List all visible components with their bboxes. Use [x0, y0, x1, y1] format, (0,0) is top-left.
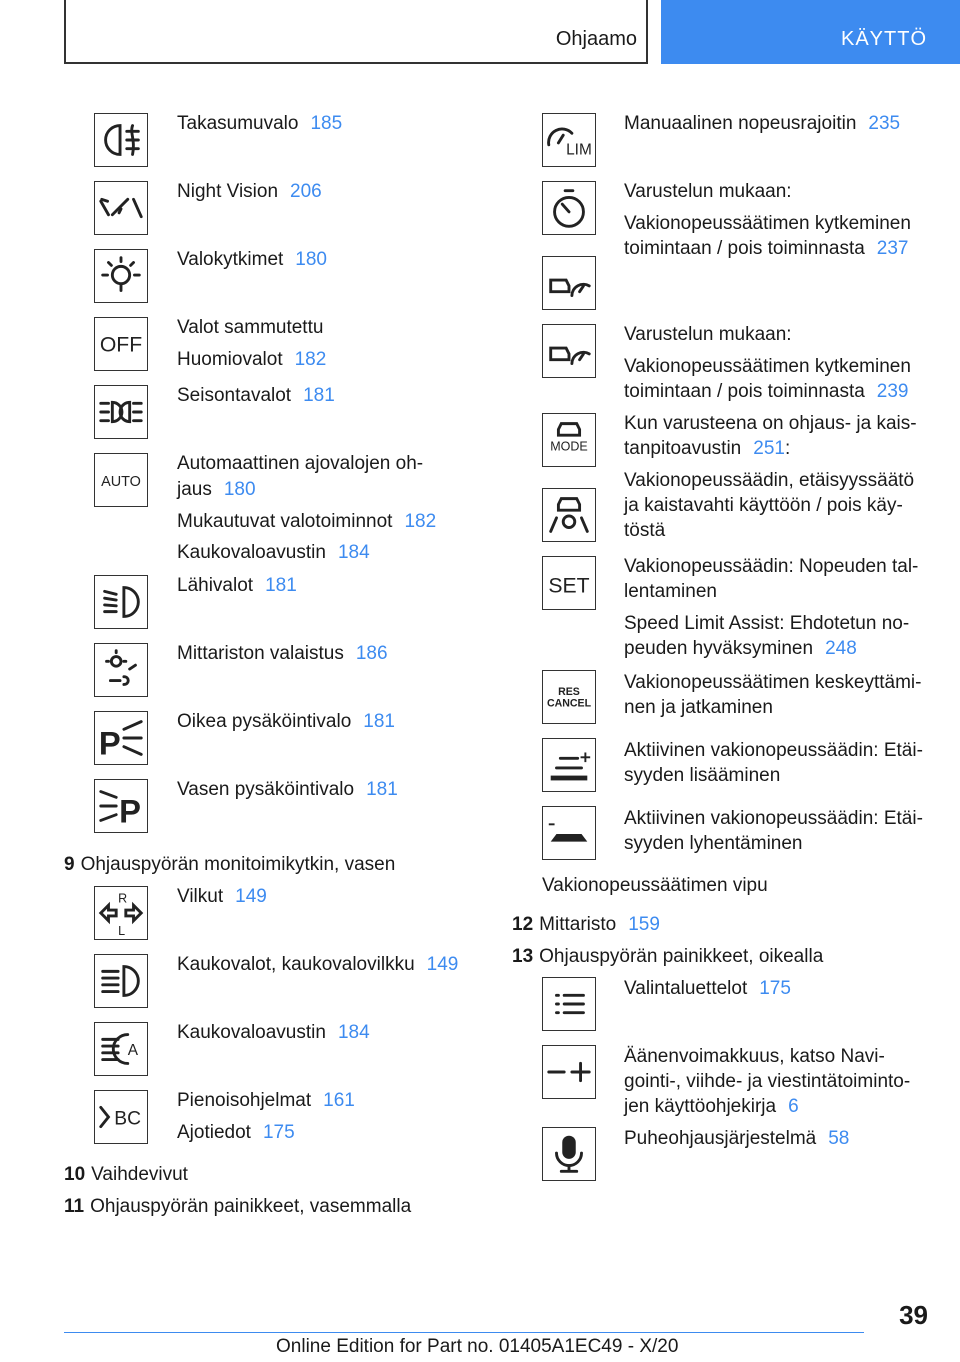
svg-text:SET: SET — [548, 574, 590, 598]
right-parking-light-icon — [94, 711, 148, 765]
chapter-title: KÄYTTÖ — [840, 28, 927, 50]
entry-line — [624, 322, 792, 347]
list-icon — [542, 977, 596, 1031]
entry-line — [624, 611, 909, 636]
entry-suffix: : — [784, 438, 791, 459]
page-reference-link[interactable]: 149 — [235, 886, 267, 907]
entry-line — [624, 806, 923, 831]
entry-text: lentaminen — [624, 581, 717, 602]
res-cancel-icon — [542, 670, 596, 724]
entry-text: Manuaalinen nopeusrajoitin — [624, 113, 857, 134]
light-switch-icon — [94, 249, 148, 303]
volume-icon — [542, 1045, 596, 1099]
entry-line — [624, 1044, 885, 1069]
microphone-icon — [542, 1127, 596, 1181]
svg-text:A: A — [127, 1041, 139, 1059]
page-reference-link[interactable]: 181 — [366, 779, 398, 800]
high-beam-assist-icon — [94, 1022, 148, 1076]
page-reference-link[interactable]: 239 — [876, 381, 909, 402]
entry-text: Kaukovaloavustin — [177, 1022, 326, 1043]
entry-text: Puheohjausjärjestelmä — [624, 1128, 817, 1149]
entry-line — [624, 976, 791, 1001]
low-beam-icon — [94, 575, 148, 629]
entry-text: gointi-, viihde- ja viestintätoiminto- — [624, 1071, 911, 1092]
page-reference-link[interactable]: 181 — [265, 575, 297, 596]
entry-text: Valot sammutettu — [177, 317, 324, 338]
entry-text: tanpitoavustin — [624, 438, 742, 459]
svg-text:BC: BC — [114, 1108, 142, 1130]
speed-limiter-lim-icon — [542, 113, 596, 167]
high-beam-icon — [94, 954, 148, 1008]
entry-line — [624, 468, 914, 493]
page-reference-link[interactable]: 237 — [876, 238, 909, 259]
turn-signal-icon — [94, 886, 148, 940]
distance-increase-icon — [542, 738, 596, 792]
entry-text: ja kaistavahti käyttöön / pois käy- — [624, 495, 903, 516]
cruise-control-car-icon-2 — [542, 324, 596, 378]
item-text: Ohjauspyörän painikkeet, vasemmalla — [90, 1196, 412, 1217]
mode-icon — [542, 413, 596, 467]
entry-line — [624, 695, 773, 720]
svg-text:R: R — [118, 891, 128, 906]
entry-text: jaus — [177, 479, 212, 500]
entry-text: Äänenvoimakkuus, katso Navi- — [624, 1046, 885, 1067]
svg-text:OFF: OFF — [99, 333, 143, 357]
entry-line — [624, 493, 903, 518]
entry-line — [624, 579, 717, 604]
entry-text: Vilkut — [177, 886, 224, 907]
svg-text:RES: RES — [558, 686, 580, 699]
page-reference-link[interactable]: 182 — [404, 511, 437, 532]
cruise-control-icon — [542, 181, 596, 235]
entry-line — [624, 354, 911, 379]
page-reference-link[interactable]: 181 — [303, 385, 335, 406]
entry-text: Mittariston valaistus — [177, 643, 344, 664]
entry-text: Aktiivinen vakionopeussäädin: Etäi- — [624, 740, 923, 761]
page-reference-link[interactable]: 58 — [828, 1128, 850, 1149]
item-number: 10 — [64, 1164, 86, 1185]
item-text: Vaihdevivut — [91, 1164, 188, 1185]
entry-line — [177, 709, 395, 734]
page-reference-link[interactable]: 182 — [294, 349, 327, 370]
numbered-item — [512, 912, 660, 937]
page-reference-link[interactable]: 6 — [788, 1096, 799, 1117]
entry-text: Kaukovaloavustin — [177, 542, 326, 563]
entry-line — [624, 411, 917, 436]
entry-text: Automaattinen ajovalojen oh- — [177, 453, 424, 474]
entry-text: Ajotiedot — [177, 1122, 251, 1143]
svg-text:P: P — [98, 724, 121, 762]
svg-text:L: L — [118, 924, 126, 939]
page-reference-link[interactable]: 175 — [262, 1122, 295, 1143]
svg-text:MODE: MODE — [550, 439, 588, 454]
bc-icon — [94, 1090, 148, 1144]
entry-line — [624, 763, 780, 788]
footer-text: Online Edition for Part no. 01405A1EC49 - X/20 — [276, 1336, 679, 1357]
entry-text: Night Vision — [177, 181, 279, 202]
entry-text: Valintaluettelot — [624, 978, 748, 999]
page-reference-link[interactable]: 149 — [426, 954, 459, 975]
footer-divider — [64, 1332, 864, 1333]
entry-text: Vakionopeussäädin, etäisyyssäätö — [624, 470, 915, 491]
section-title: Ohjaamo — [555, 28, 637, 50]
entry-line — [177, 573, 297, 598]
svg-text:LIM: LIM — [566, 141, 592, 159]
entry-line — [177, 509, 436, 534]
numbered-item — [64, 852, 395, 877]
entry-text: Aktiivinen vakionopeussäädin: Etäi- — [624, 808, 923, 829]
instrument-lighting-icon — [94, 643, 148, 697]
entry-text: Varustelun mukaan: — [624, 324, 792, 345]
entry-text: Vakionopeussäätimen kytkeminen — [624, 213, 911, 234]
svg-text:CANCEL: CANCEL — [546, 697, 592, 710]
page-reference-link[interactable]: 180 — [223, 479, 256, 500]
page-reference-link[interactable]: 235 — [868, 113, 901, 134]
numbered-item — [64, 1194, 411, 1219]
entry-line — [624, 179, 792, 204]
off-icon — [94, 317, 148, 371]
entry-line — [624, 379, 909, 404]
page-reference-link[interactable]: 175 — [759, 978, 791, 999]
entry-text: Pienoisohjelmat — [177, 1090, 312, 1111]
page-reference-link[interactable]: 184 — [337, 1022, 370, 1043]
numbered-item — [512, 944, 823, 969]
set-icon — [542, 556, 596, 610]
entry-line — [624, 554, 918, 579]
entry-line — [624, 518, 665, 543]
entry-line — [177, 247, 327, 272]
entry-line — [177, 315, 323, 340]
item-text: Ohjauspyörän painikkeet, oikealla — [539, 946, 824, 967]
night-vision-icon — [94, 181, 148, 235]
entry-text: syyden lisääminen — [624, 765, 781, 786]
entry-text: Huomiovalot — [177, 349, 283, 370]
svg-text:AUTO: AUTO — [101, 473, 141, 490]
entry-line — [624, 436, 790, 461]
auto-icon — [94, 453, 148, 507]
chapter-tab[interactable] — [661, 0, 960, 64]
item-number: 13 — [512, 946, 534, 967]
page-reference-link[interactable]: 159 — [628, 914, 660, 935]
entry-text: Speed Limit Assist: Ehdotetun no- — [624, 613, 910, 634]
entry-text: töstä — [624, 520, 666, 541]
entry-text: nen ja jatkaminen — [624, 697, 773, 718]
entry-line — [624, 738, 923, 763]
entry-line — [177, 1120, 295, 1145]
entry-line — [177, 540, 370, 565]
entry-line — [624, 111, 900, 136]
entry-line — [177, 777, 398, 802]
entry-text: Lähivalot — [177, 575, 254, 596]
entry-text: Varustelun mukaan: — [624, 181, 792, 202]
page-reference-link[interactable]: 180 — [295, 249, 327, 270]
entry-line — [177, 383, 335, 408]
entry-line — [624, 1069, 910, 1094]
item-number: 11 — [64, 1196, 85, 1217]
entry-text: Vakionopeussäätimen keskeyttämi- — [624, 672, 922, 693]
entry-line — [177, 641, 388, 666]
entry-line — [624, 1126, 849, 1151]
entry-text: Valokytkimet — [177, 249, 284, 270]
lever-caption: Vakionopeussäätimen vipu — [542, 875, 768, 896]
item-number: 12 — [512, 914, 534, 935]
entry-line — [177, 347, 326, 372]
entry-text: Vakionopeussäätimen kytkeminen — [624, 356, 911, 377]
entry-text: Vakionopeussäädin: Nopeuden tal- — [624, 556, 919, 577]
entry-text: Mukautuvat valotoiminnot — [177, 511, 393, 532]
entry-text: Seisontavalot — [177, 385, 292, 406]
entry-line — [624, 831, 803, 856]
entry-line — [624, 211, 911, 236]
rear-fog-light-icon — [94, 113, 148, 167]
entry-line — [177, 1020, 370, 1045]
entry-text: Vasen pysäköintivalo — [177, 779, 355, 800]
entry-line — [177, 1088, 355, 1113]
entry-text: peuden hyväksyminen — [624, 638, 814, 659]
entry-line — [177, 111, 342, 136]
page-reference-link[interactable]: 181 — [363, 711, 395, 732]
item-text: Mittaristo — [539, 914, 617, 935]
entry-line — [624, 636, 857, 661]
item-text: Ohjauspyörän monitoimikytkin, vasen — [80, 854, 396, 875]
entry-text: syyden lyhentäminen — [624, 833, 803, 854]
page-reference-link[interactable]: 248 — [825, 638, 857, 659]
entry-line — [624, 1094, 799, 1119]
page-reference-link[interactable]: 251 — [753, 438, 785, 459]
lane-assist-icon — [542, 488, 596, 542]
page-reference-link[interactable]: 184 — [337, 542, 370, 563]
entry-text: Kaukovalot, kaukovalovilkku — [177, 954, 415, 975]
entry-text: jen käyttöohjekirja — [624, 1096, 777, 1117]
page-reference-link[interactable]: 186 — [355, 643, 388, 664]
left-parking-light-icon — [94, 779, 148, 833]
entry-text: Takasumuvalo — [177, 113, 299, 134]
entry-text: Kun varusteena on ohjaus- ja kais- — [624, 413, 917, 434]
entry-line — [177, 477, 256, 502]
distance-decrease-icon — [542, 806, 596, 860]
svg-text:P: P — [119, 792, 141, 830]
entry-text: Oikea pysäköintivalo — [177, 711, 352, 732]
entry-line — [177, 451, 423, 476]
entry-text: toimintaan / pois toiminnasta — [624, 381, 865, 402]
page-reference-link[interactable]: 185 — [310, 113, 343, 134]
item-number: 9 — [64, 854, 75, 875]
cruise-control-car-icon — [542, 256, 596, 310]
entry-line — [177, 179, 322, 204]
page-reference-link[interactable]: 206 — [290, 181, 322, 202]
numbered-item — [64, 1162, 188, 1187]
entry-line — [177, 952, 458, 977]
page-number: 39 — [899, 1300, 928, 1330]
page-reference-link[interactable]: 161 — [323, 1090, 355, 1111]
entry-text: toimintaan / pois toiminnasta — [624, 238, 865, 259]
parking-lights-icon — [94, 385, 148, 439]
entry-line — [624, 236, 909, 261]
entry-line — [624, 670, 921, 695]
entry-line — [177, 884, 267, 909]
